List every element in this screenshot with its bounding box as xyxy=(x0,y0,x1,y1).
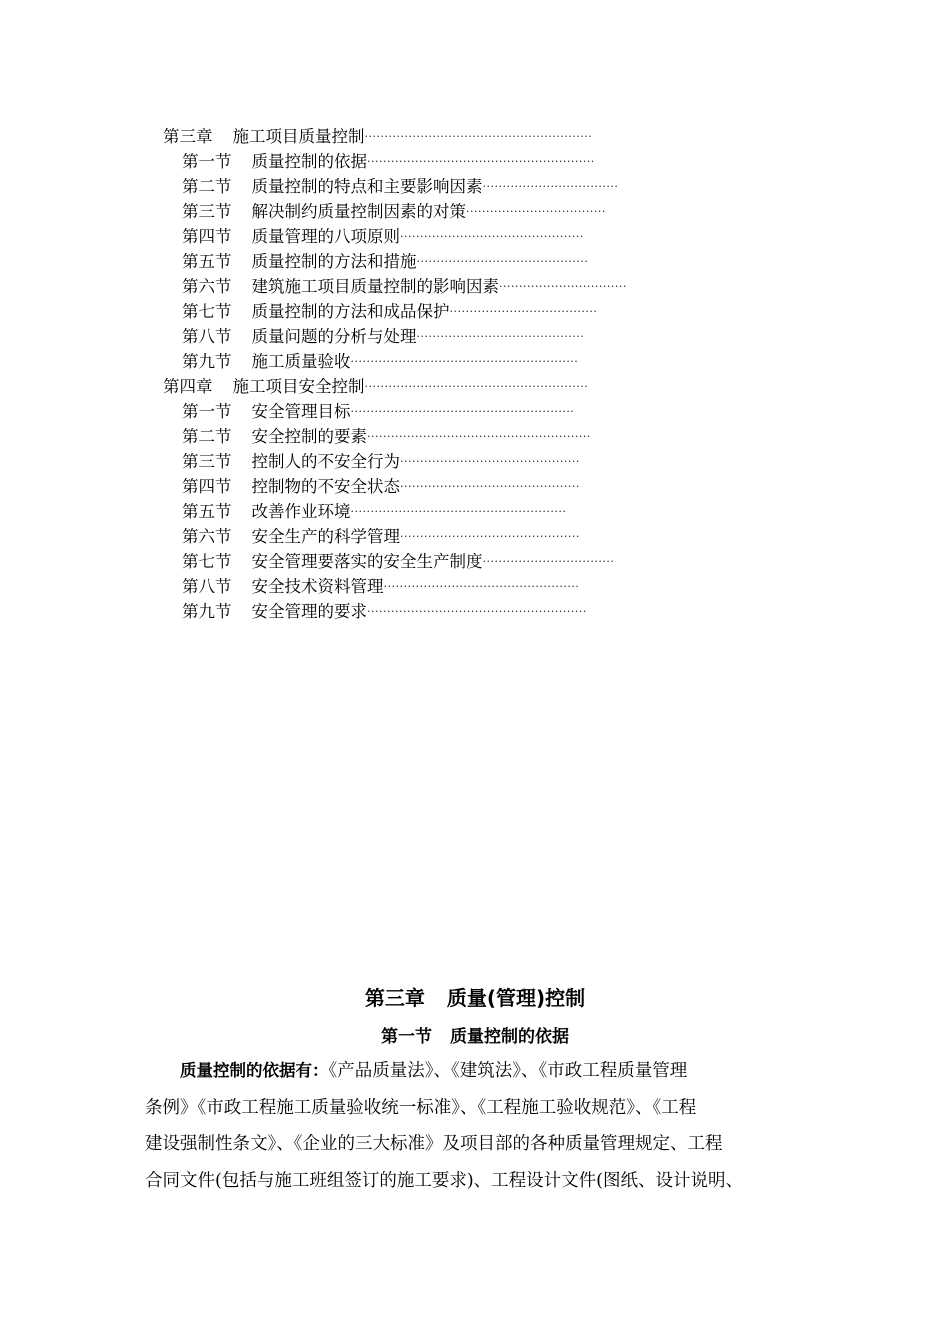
toc-leader-dots: ······················································· xyxy=(367,605,587,618)
toc-entry-number: 第四节 xyxy=(182,227,232,246)
toc-entry-title: 安全管理的要求 xyxy=(251,602,367,621)
toc-leader-dots: ························································· xyxy=(367,155,595,168)
toc-entry-title: 安全控制的要素 xyxy=(251,427,367,446)
toc-section-entry[interactable] xyxy=(0,149,950,174)
toc-entry-number: 第八节 xyxy=(182,327,232,346)
toc-entry-number: 第二节 xyxy=(182,177,232,196)
toc-entry-number: 第六节 xyxy=(182,277,232,296)
toc-leader-dots: ·············································· xyxy=(400,230,584,243)
toc-leader-dots: ································ xyxy=(499,280,627,293)
chapter-heading-number: 第三章 xyxy=(364,986,425,1010)
toc-entry-title: 质量控制的方法和成品保护 xyxy=(251,302,450,321)
toc-section-entry[interactable] xyxy=(0,299,950,324)
toc-leader-dots: ············································· xyxy=(400,530,580,543)
toc-section-entry[interactable] xyxy=(0,574,950,599)
toc-leader-dots: ························································ xyxy=(367,430,591,443)
section-heading-number: 第一节 xyxy=(381,1027,432,1047)
toc-leader-dots: ····································· xyxy=(449,305,598,318)
toc-entry-title: 安全生产的科学管理 xyxy=(251,527,400,546)
toc-section-entry[interactable] xyxy=(0,274,950,299)
toc-leader-dots: ················································· xyxy=(383,580,580,593)
toc-chapter-entry[interactable] xyxy=(0,374,950,399)
toc-section-entry[interactable] xyxy=(0,524,950,549)
toc-section-entry[interactable] xyxy=(0,599,950,624)
toc-section-entry[interactable] xyxy=(0,324,950,349)
toc-entry-number: 第四章 xyxy=(163,377,213,396)
toc-chapter-entry[interactable] xyxy=(0,124,950,149)
chapter-heading xyxy=(0,982,950,1011)
section-heading-title: 质量控制的依据 xyxy=(450,1027,569,1047)
toc-section-entry[interactable] xyxy=(0,474,950,499)
toc-section-entry[interactable] xyxy=(0,199,950,224)
toc-entry-number: 第一节 xyxy=(182,402,232,421)
toc-entry-title: 施工质量验收 xyxy=(251,352,351,371)
body-paragraph xyxy=(145,1053,807,1199)
toc-leader-dots: ························································· xyxy=(350,355,579,368)
toc-entry-title: 建筑施工项目质量控制的影响因素 xyxy=(251,277,499,296)
toc-leader-dots: ························································ xyxy=(364,380,589,393)
toc-leader-dots: ························································· xyxy=(364,130,593,143)
toc-entry-number: 第四节 xyxy=(182,477,232,496)
section-heading xyxy=(0,1022,950,1047)
toc-entry-number: 第七节 xyxy=(182,552,232,571)
toc-entry-title: 质量控制的特点和主要影响因素 xyxy=(251,177,483,196)
toc-entry-number: 第五节 xyxy=(182,502,232,521)
toc-leader-dots: ································· xyxy=(482,555,615,568)
toc-entry-number: 第六节 xyxy=(182,527,232,546)
toc-section-entry[interactable] xyxy=(0,499,950,524)
toc-entry-title: 解决制约质量控制因素的对策 xyxy=(251,202,466,221)
toc-entry-number: 第八节 xyxy=(182,577,232,596)
toc-section-entry[interactable] xyxy=(0,174,950,199)
toc-leader-dots: ·································· xyxy=(482,180,619,193)
toc-entry-number: 第三章 xyxy=(163,127,213,146)
toc-entry-title: 质量管理的八项原则 xyxy=(251,227,400,246)
body-line-1-text: 《产品质量法》、《建筑法》、《市政工程质量管理 xyxy=(328,1061,688,1081)
toc-entry-number: 第三节 xyxy=(182,202,232,221)
body-lead: 质量控制的依据有： xyxy=(180,1061,329,1080)
toc-entry-title: 质量控制的方法和措施 xyxy=(251,252,417,271)
body-line: 建设强制性条文》、《企业的三大标准》及项目部的各种质量管理规定、工程 xyxy=(145,1134,723,1154)
toc-leader-dots: ······················································ xyxy=(350,505,567,518)
toc-entry-number: 第九节 xyxy=(182,352,232,371)
body-line: 合同文件(包括与施工班组签订的施工要求)、工程设计文件(图纸、设计说明、 xyxy=(145,1170,743,1191)
toc-entry-title: 施工项目安全控制 xyxy=(232,377,365,396)
toc-section-entry[interactable] xyxy=(0,349,950,374)
body-line: 条例》《市政工程施工质量验收统一标准》、《工程施工验收规范》、《工程 xyxy=(145,1097,697,1118)
table-of-contents xyxy=(0,124,950,624)
toc-entry-title: 改善作业环境 xyxy=(251,502,351,521)
toc-entry-title: 安全技术资料管理 xyxy=(251,577,384,596)
toc-entry-title: 控制物的不安全状态 xyxy=(251,477,400,496)
toc-section-entry[interactable] xyxy=(0,549,950,574)
toc-entry-title: 控制人的不安全行为 xyxy=(251,452,400,471)
toc-entry-number: 第五节 xyxy=(182,252,232,271)
toc-entry-number: 第七节 xyxy=(182,302,232,321)
toc-entry-title: 质量控制的依据 xyxy=(251,152,367,171)
toc-entry-title: 安全管理要落实的安全生产制度 xyxy=(251,552,483,571)
toc-entry-number: 第一节 xyxy=(182,152,232,171)
toc-section-entry[interactable] xyxy=(0,224,950,249)
toc-section-entry[interactable] xyxy=(0,424,950,449)
toc-leader-dots: ············································· xyxy=(400,480,580,493)
toc-leader-dots: ························································ xyxy=(350,405,575,418)
toc-section-entry[interactable] xyxy=(0,449,950,474)
toc-entry-title: 施工项目质量控制 xyxy=(232,127,365,146)
toc-entry-number: 第三节 xyxy=(182,452,232,471)
chapter-heading-title: 质量(管理)控制 xyxy=(446,986,586,1010)
toc-entry-number: 第九节 xyxy=(182,602,232,621)
toc-entry-title: 质量问题的分析与处理 xyxy=(251,327,417,346)
toc-section-entry[interactable] xyxy=(0,399,950,424)
toc-leader-dots: ·········································· xyxy=(416,330,585,343)
toc-leader-dots: ············································· xyxy=(400,455,580,468)
toc-section-entry[interactable] xyxy=(0,249,950,274)
toc-entry-title: 安全管理目标 xyxy=(251,402,351,421)
toc-entry-number: 第二节 xyxy=(182,427,232,446)
toc-leader-dots: ··········································· xyxy=(416,255,589,268)
body-line xyxy=(145,1053,807,1090)
toc-leader-dots: ··································· xyxy=(466,205,606,218)
